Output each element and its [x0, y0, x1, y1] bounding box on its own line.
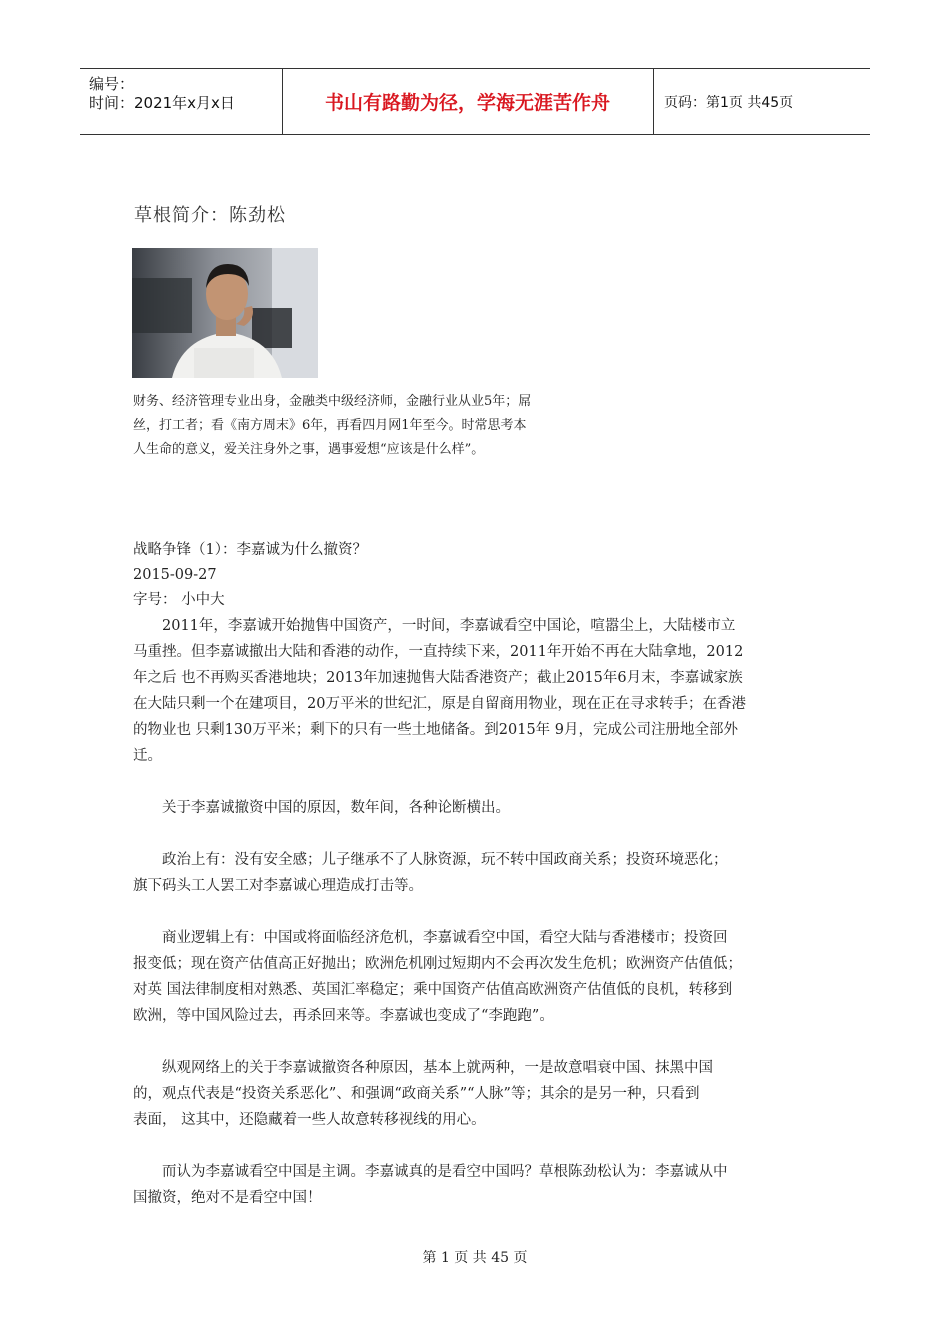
paragraph-line: 商业逻辑上有：中国或将面临经济危机，李嘉诚看空中国，看空大陆与香港楼市；投资回 — [133, 930, 728, 946]
paragraph-line: 旗下码头工人罢工对李嘉诚心理造成打击等。 — [133, 878, 423, 894]
bio-line: 丝，打工者；看《南方周末》6年，再看四月网1年至今。时常思考本 — [133, 418, 527, 433]
page-footer: 第 1 页 共 45 页 — [422, 1250, 528, 1266]
author-photo-illustration — [132, 248, 318, 378]
article-paragraph — [133, 613, 815, 769]
paragraph-line: 的物业也 只剩130万平米；剩下的只有一些土地储备。到2015年 9月，完成公司注册地全部外 — [133, 722, 739, 738]
header-page-info: 页码：第1页 共45页 — [664, 94, 794, 111]
article-paragraph — [133, 1159, 815, 1211]
author-photo — [132, 248, 318, 378]
paragraph-line: 纵观网络上的关于李嘉诚撤资各种原因，基本上就两种，一是故意唱衰中国、抹黑中国 — [133, 1060, 713, 1076]
article-paragraph — [133, 925, 815, 1029]
paragraph-line: 而认为李嘉诚看空中国是主调。李嘉诚真的是看空中国吗？草根陈劲松认为：李嘉诚从中 — [133, 1164, 728, 1180]
document-header — [80, 68, 870, 135]
paragraph-line: 欧洲，等中国风险过去，再杀回来等。李嘉诚也变成了“李跑跑”。 — [133, 1008, 554, 1024]
bio-line: 财务、经济管理专业出身，金融类中级经济师，金融行业从业5年；屌 — [133, 394, 532, 409]
paragraph-line: 在大陆只剩一个在建项目，20万平米的世纪汇，原是自留商用物业，现在正在寻求转手；在香港 — [133, 696, 746, 712]
article-byline: 字号： 小中大 — [133, 592, 225, 608]
article-title: 战略争锋（1）：李嘉诚为什么撤资？ — [133, 542, 367, 558]
paragraph-line: 政治上有：没有安全感；儿子继承不了人脉资源，玩不转中国政商关系；投资环境恶化； — [133, 852, 728, 868]
paragraph-line: 马重挫。但李嘉诚撤出大陆和香港的动作，一直持续下来，2011年开始不再在大陆拿地，2012 — [133, 644, 744, 660]
article-meta — [133, 538, 815, 613]
document-number-label: 编号： — [89, 75, 135, 93]
paragraph-line: 报变低；现在资产估值高正好抛出；欧洲危机刚过短期内不会再次发生危机；欧洲资产估值低； — [133, 956, 742, 972]
article-paragraph — [133, 795, 815, 821]
paragraph-line: 2011年，李嘉诚开始抛售中国资产，一时间，李嘉诚看空中国论，喧嚣尘上，大陆楼市立 — [133, 618, 736, 634]
paragraph-line: 关于李嘉诚撤资中国的原因，数年间，各种论断横出。 — [133, 800, 510, 816]
paragraph-line: 国撤资，绝对不是看空中国！ — [133, 1190, 322, 1206]
paragraph-line: 年之后 也不再购买香港地块；2013年加速抛售大陆香港资产；截止2015年6月末，李嘉诚家族 — [133, 670, 743, 686]
bio-text — [133, 390, 583, 462]
bio-line: 人生命的意义，爱关注身外之事，遇事爱想“应该是什么样”。 — [133, 442, 485, 457]
article-date: 2015-09-27 — [133, 567, 217, 583]
header-info-cell — [80, 69, 283, 134]
article-paragraph — [133, 847, 815, 899]
paragraph-line: 表面， 这其中，还隐藏着一些人故意转移视线的用心。 — [133, 1112, 486, 1128]
paragraph-line: 的，观点代表是“投资关系恶化”、和强调“政商关系”“人脉”等；其余的是另一种，只看到 — [133, 1086, 700, 1102]
header-motto: 书山有路勤为径，学海无涯苦作舟 — [282, 69, 654, 134]
paragraph-line: 对英 国法律制度相对熟悉、英国汇率稳定；乘中国资产估值高欧洲资产估值低的良机，转移到 — [133, 982, 733, 998]
paragraph-line: 迁。 — [133, 748, 162, 764]
document-time-label: 时间：2021年x月x日 — [89, 94, 235, 112]
article-paragraph — [133, 1055, 815, 1133]
article — [133, 538, 815, 1211]
bio-title: 草根简介：陈劲松 — [134, 205, 286, 226]
